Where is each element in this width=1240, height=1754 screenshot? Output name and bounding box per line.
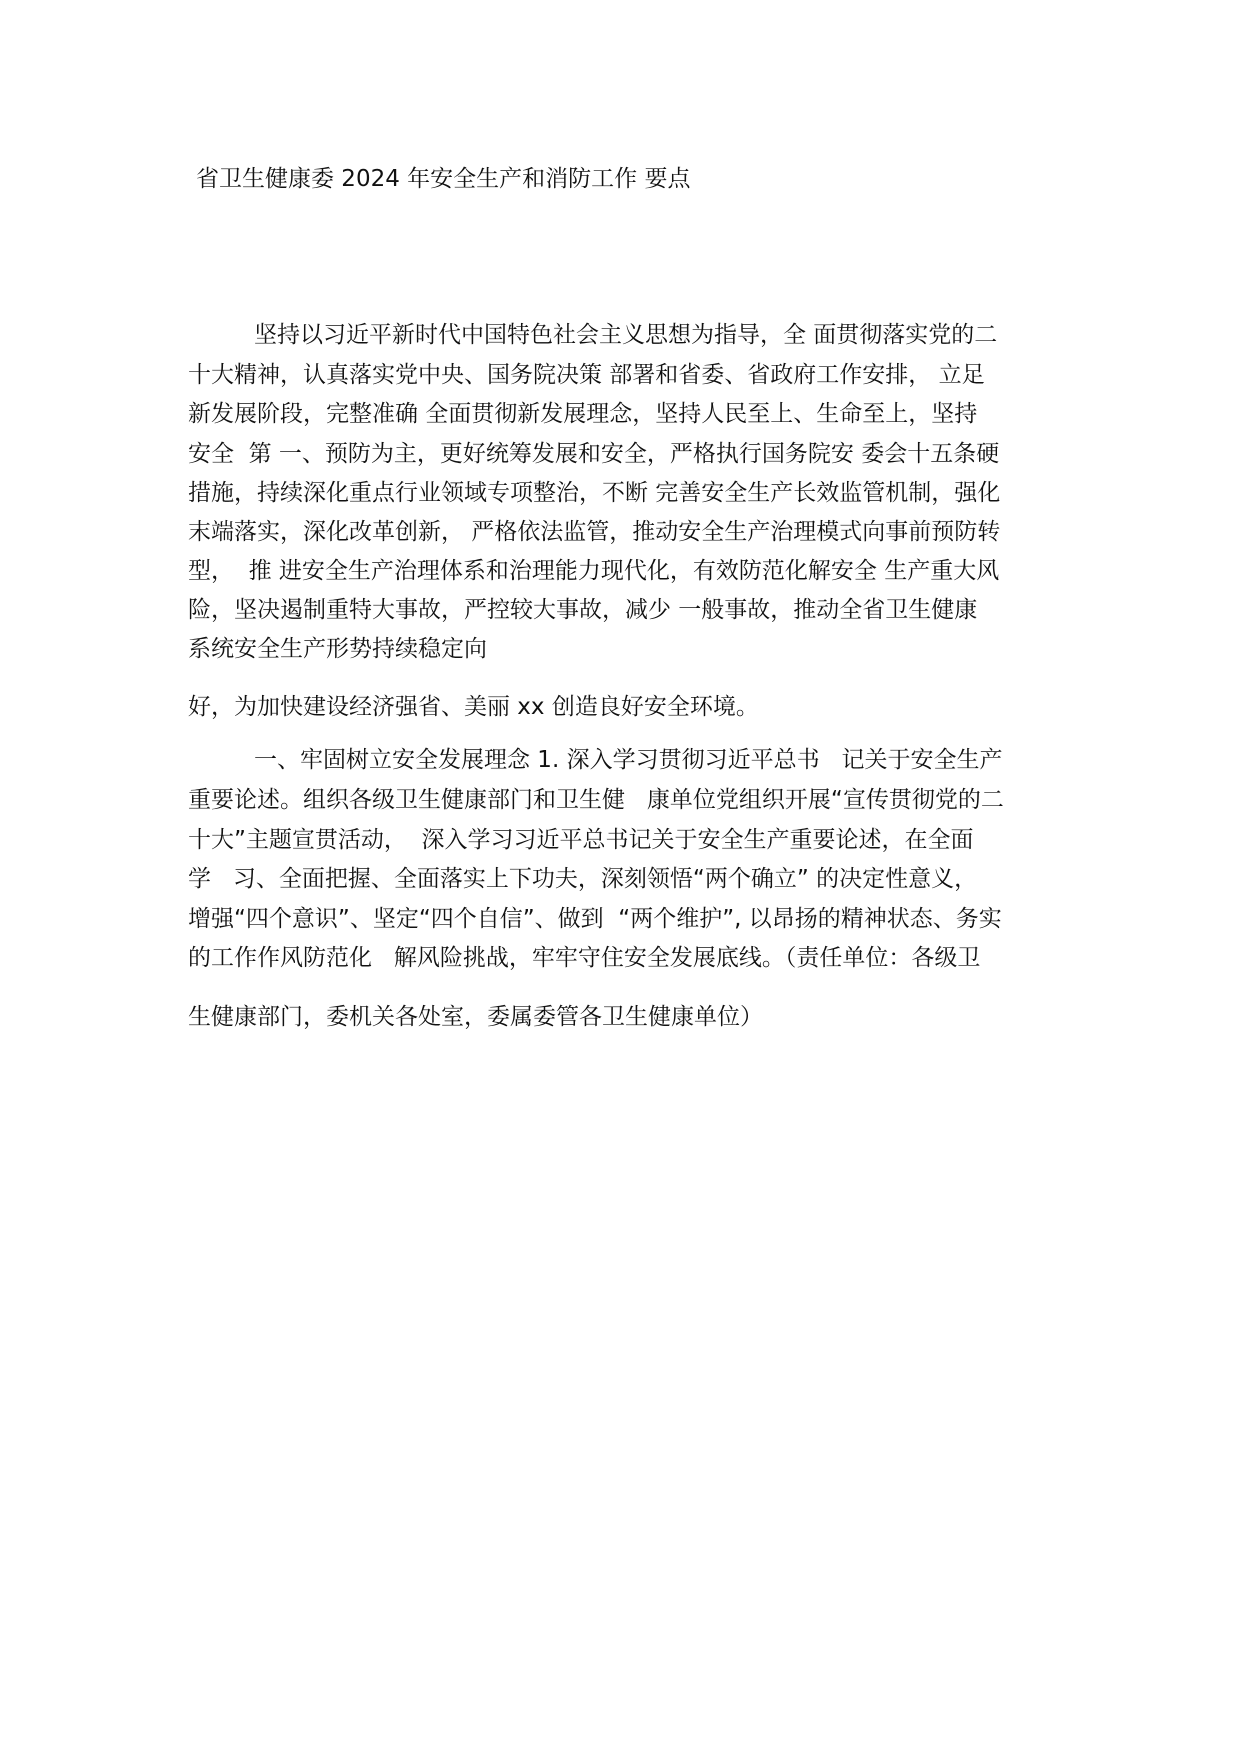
paragraph-2-line-3: 十大”主题宣贯活动， 深入学习习近平总书记关于安全生产重要论述，在全面	[188, 827, 974, 853]
paragraph-2-line-2: 重要论述。组织各级卫生健康部门和卫生健 康单位党组织开展“宣传贯彻党的二	[188, 787, 1004, 813]
paragraph-2-line-4: 学 习、全面把握、全面落实上下功夫，深刻领悟“两个确立” 的决定性意义，	[188, 866, 978, 892]
paragraph-1-line-2: 十大精神，认真落实党中央、国务院决策 部署和省委、省政府工作安排， 立足	[188, 362, 985, 388]
paragraph-1-line-4: 安全 第 一、预防为主，更好统筹发展和安全，严格执行国务院安 委会十五条硬	[188, 441, 1000, 467]
document-title: 省卫生健康委 2024 年安全生产和消防工作 要点	[196, 166, 691, 192]
paragraph-2-line-1: 一、牢固树立安全发展理念 1. 深入学习贯彻习近平总书 记关于安全生产	[254, 747, 1003, 773]
paragraph-1-line-5: 措施，持续深化重点行业领域专项整治，不断 完善安全生产长效监管机制，强化	[188, 480, 1001, 506]
paragraph-1-line-9: 系统安全生产形势持续稳定向	[188, 636, 487, 662]
paragraph-2-line-5: 增强“四个意识”、坚定“四个自信”、做到 “两个维护”, 以昂扬的精神状态、务实	[188, 906, 1002, 932]
paragraph-1-line-8: 险，坚决遏制重特大事故，严控较大事故，减少 一般事故，推动全省卫生健康	[188, 597, 978, 623]
paragraph-1-tail: 好，为加快建设经济强省、美丽 xx 创造良好安全环境。	[188, 694, 759, 720]
paragraph-2-line-6: 的工作作风防范化 解风险挑战，牢牢守住安全发展底线。（责任单位：各级卫	[188, 945, 981, 971]
paragraph-1-line-6: 末端落实，深化改革创新， 严格依法监管，推动安全生产治理模式向事前预防转	[188, 519, 1001, 545]
paragraph-1-line-3: 新发展阶段，完整准确 全面贯彻新发展理念，坚持人民至上、生命至上，坚持	[188, 401, 978, 427]
paragraph-1-line-7: 型， 推 进安全生产治理体系和治理能力现代化，有效防范化解安全 生产重大风	[188, 558, 1000, 584]
paragraph-2-tail: 生健康部门，委机关各处室，委属委管各卫生健康单位）	[188, 1004, 763, 1030]
paragraph-1-line-1: 坚持以习近平新时代中国特色社会主义思想为指导，全 面贯彻落实党的二	[254, 322, 998, 348]
